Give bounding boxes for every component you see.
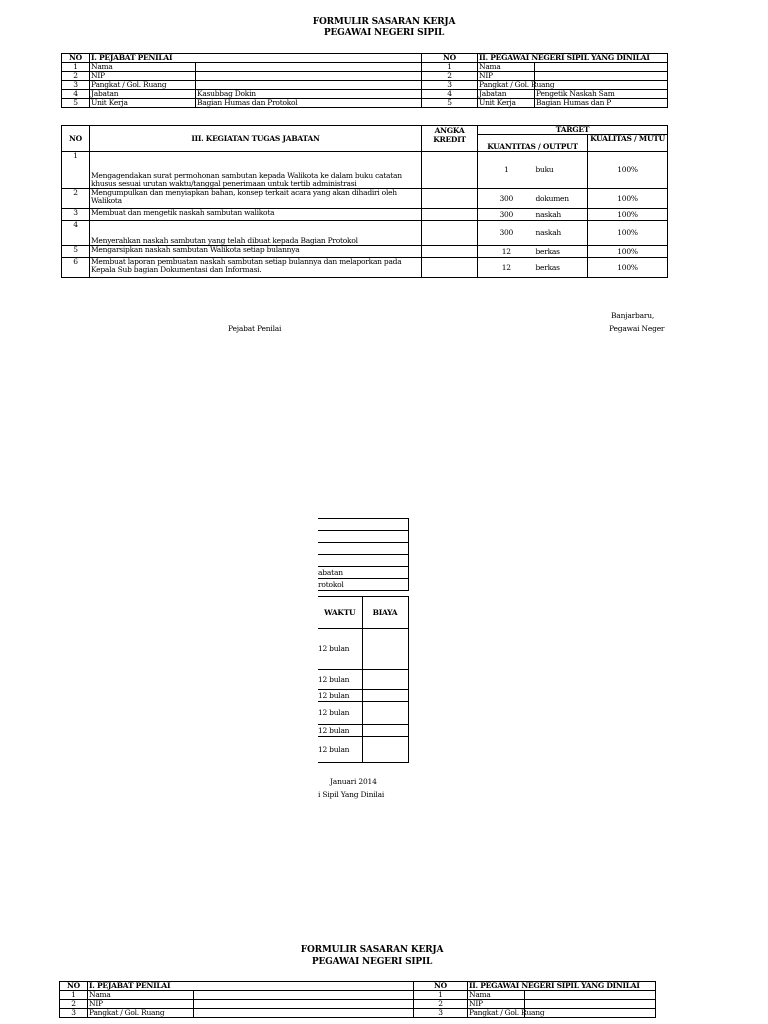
pejabat-penilai-header: I. PEJABAT PENILAI: [90, 54, 422, 63]
waktu-biaya-row: [318, 629, 408, 670]
task-number: 5: [62, 246, 90, 258]
identity-row: [62, 63, 668, 72]
row-number: 5: [422, 99, 478, 108]
row-number: 4: [62, 90, 90, 99]
angka-kredit-header: ANGKA KREDIT: [422, 126, 478, 152]
field-value: [194, 1009, 414, 1018]
kualitas-header: KUALITAS / MUTU: [588, 135, 668, 152]
task-number: 1: [62, 152, 90, 189]
target-unit: buku: [535, 152, 588, 189]
form-subtitle: PEGAWAI NEGERI SIPIL: [323, 28, 445, 38]
target-time: 12 bulan: [318, 629, 362, 670]
form-subtitle-page3: PEGAWAI NEGERI SIPIL: [311, 957, 433, 967]
field-value: [525, 991, 656, 1000]
field-label: Nama: [90, 63, 196, 72]
task-description: Menyerahkan naskah sambutan yang telah dibuat kepada Bagian Protokol: [90, 221, 422, 246]
target-time: 12 bulan: [318, 737, 362, 763]
row-number: 2: [414, 1000, 468, 1009]
field-value: [196, 72, 422, 81]
waktu-biaya-header-row: [318, 597, 408, 629]
target-quality: 100%: [588, 152, 668, 189]
angka-kredit-cell: [422, 189, 478, 209]
task-number: 3: [62, 209, 90, 221]
target-unit: naskah: [535, 209, 588, 221]
form-title: FORMULIR SASARAN KERJA: [312, 17, 456, 27]
field-value: Pengetik Naskah Sam: [535, 90, 668, 99]
waktu-header: WAKTU: [318, 597, 362, 629]
signature-date: Januari 2014: [330, 777, 377, 786]
angka-kredit-cell: [422, 152, 478, 189]
field-label: Jabatan: [90, 90, 196, 99]
page2-waktu-biaya-table: [318, 596, 409, 763]
biaya-cell: [362, 629, 408, 670]
angka-kredit-cell: [422, 221, 478, 246]
pejabat-penilai-header-page3: I. PEJABAT PENILAI: [88, 982, 414, 991]
kegiatan-row: [62, 152, 668, 189]
field-label: NIP: [90, 72, 196, 81]
target-unit: berkas: [535, 246, 588, 258]
task-description: Membuat dan mengetik naskah sambutan walikota: [90, 209, 422, 221]
field-value: [196, 63, 422, 72]
row-number: 1: [414, 991, 468, 1000]
sasaran-kerja-table-page3: [59, 981, 656, 1018]
biaya-cell: [362, 670, 408, 690]
row-number: 3: [422, 81, 478, 90]
field-label: NIP: [478, 72, 535, 81]
kegiatan-row: [62, 246, 668, 258]
angka-kredit-cell: [422, 258, 478, 278]
jabatan-tail-text: abatan: [318, 568, 343, 577]
waktu-biaya-row: [318, 670, 408, 690]
biaya-cell: [362, 690, 408, 702]
field-value: [194, 1000, 414, 1009]
field-value: Bagian Humas dan P: [535, 99, 668, 108]
field-value: [194, 991, 414, 1000]
biaya-cell: [362, 737, 408, 763]
pns-dinilai-header-page3: II. PEGAWAI NEGERI SIPIL YANG DINILAI: [468, 982, 656, 991]
waktu-biaya-row: [318, 737, 408, 763]
waktu-biaya-row: [318, 702, 408, 725]
field-label: NIP: [88, 1000, 194, 1009]
kegiatan-row: [62, 221, 668, 246]
target-unit: naskah: [535, 221, 588, 246]
row-number: 3: [62, 81, 90, 90]
waktu-biaya-row: [318, 725, 408, 737]
field-label: Unit Kerja: [478, 99, 535, 108]
form-title-page3: FORMULIR SASARAN KERJA: [300, 945, 444, 955]
target-unit: berkas: [535, 258, 588, 278]
field-label: Pangkat / Gol. Ruang: [479, 80, 555, 89]
target-quantity: 1: [478, 152, 535, 189]
field-label: Pangkat / Gol. Ruang: [469, 1008, 545, 1017]
task-number: 2: [62, 189, 90, 209]
identity-row: [62, 99, 668, 108]
target-time: 12 bulan: [318, 690, 362, 702]
target-quantity: 300: [478, 189, 535, 209]
target-quantity: 12: [478, 246, 535, 258]
row-number: 4: [422, 90, 478, 99]
field-label: Unit Kerja: [90, 99, 196, 108]
target-quality: 100%: [588, 209, 668, 221]
task-description: Mengarsipkan naskah sambutan Walikota setiap bulannya: [90, 246, 422, 258]
target-quality: 100%: [588, 221, 668, 246]
no-header-right: NO: [422, 54, 478, 63]
row-number: 1: [422, 63, 478, 72]
field-value: [525, 1000, 656, 1009]
kegiatan-header-row: [62, 126, 668, 135]
target-header: TARGET: [478, 126, 668, 135]
task-description: Mengagendakan surat permohonan sambutan kepada Walikota ke dalam buku catatan khusus sesuai urutan waktu/tanggal penerimaan untuk tertib administrasi: [90, 152, 422, 189]
field-label: NIP: [468, 1000, 525, 1009]
field-label: Nama: [88, 991, 194, 1000]
kuantitas-header: KUANTITAS / OUTPUT: [478, 135, 588, 152]
target-quality: 100%: [588, 246, 668, 258]
biaya-header: BIAYA: [362, 597, 408, 629]
pns-dinilai-header: II. PEGAWAI NEGERI SIPIL YANG DINILAI: [478, 54, 668, 63]
row-number: 1: [60, 991, 88, 1000]
row-number: 2: [60, 1000, 88, 1009]
task-number: 4: [62, 221, 90, 246]
field-label: Pangkat / Gol. Ruang: [88, 1009, 194, 1018]
target-quality: 100%: [588, 189, 668, 209]
target-unit: dokumen: [535, 189, 588, 209]
signature-place: Banjarbaru,: [611, 311, 655, 320]
target-quantity: 12: [478, 258, 535, 278]
target-quantity: 300: [478, 221, 535, 246]
field-value: [535, 63, 668, 72]
row-number: 1: [62, 63, 90, 72]
field-value: Bagian Humas dan Protokol: [196, 99, 422, 108]
target-time: 12 bulan: [318, 702, 362, 725]
identity-row-page3: [60, 1009, 656, 1018]
field-value: [535, 72, 668, 81]
row-number: 3: [60, 1009, 88, 1018]
field-label: Nama: [478, 63, 535, 72]
task-description: Membuat laporan pembuatan naskah sambutan setiap bulannya dan melaporkan pada Kepala Sub bagian Dokumentasi dan Informasi.: [90, 258, 422, 278]
target-quantity: 300: [478, 209, 535, 221]
sasaran-kerja-table: [61, 53, 668, 108]
page2-identity-fragment: [318, 518, 409, 598]
biaya-cell: [362, 702, 408, 725]
no-header: NO: [62, 126, 90, 152]
row-number: 2: [422, 72, 478, 81]
target-time: 12 bulan: [318, 670, 362, 690]
field-label: Jabatan: [478, 90, 535, 99]
field-label: Pangkat / Gol. Ruang: [90, 81, 196, 90]
no-header-left-page3: NO: [60, 982, 88, 991]
angka-kredit-cell: [422, 246, 478, 258]
field-label: Nama: [468, 991, 525, 1000]
no-header-left: NO: [62, 54, 90, 63]
kegiatan-row: [62, 209, 668, 221]
target-time: 12 bulan: [318, 725, 362, 737]
kegiatan-table: [61, 125, 668, 278]
row-number: 5: [62, 99, 90, 108]
row-number: 3: [414, 1009, 468, 1018]
task-number: 6: [62, 258, 90, 278]
identity-header-row-page3: [60, 982, 656, 991]
field-value: [525, 1009, 656, 1018]
biaya-cell: [362, 725, 408, 737]
identity-row-page3: [60, 991, 656, 1000]
kegiatan-header: III. KEGIATAN TUGAS JABATAN: [90, 126, 422, 152]
target-quality: 100%: [588, 258, 668, 278]
row-number: 2: [62, 72, 90, 81]
field-value: Kasubbag Dokin: [196, 90, 422, 99]
waktu-biaya-row: [318, 690, 408, 702]
pns-signature-label: Pegawai Neger: [609, 324, 665, 333]
pns-label-tail: i Sipil Yang Dinilai: [318, 790, 385, 799]
kegiatan-row: [62, 258, 668, 278]
unit-tail-text: rotokol: [318, 580, 344, 589]
no-header-right-page3: NO: [414, 982, 468, 991]
angka-kredit-cell: [422, 209, 478, 221]
identity-header-row: [62, 54, 668, 63]
pejabat-penilai-signature-label: Pejabat Penilai: [228, 324, 282, 333]
task-description: Mengumpulkan dan menyiapkan bahan, konsep terkait acara yang akan dihadiri oleh Walikota: [90, 189, 422, 209]
kegiatan-row: [62, 189, 668, 209]
